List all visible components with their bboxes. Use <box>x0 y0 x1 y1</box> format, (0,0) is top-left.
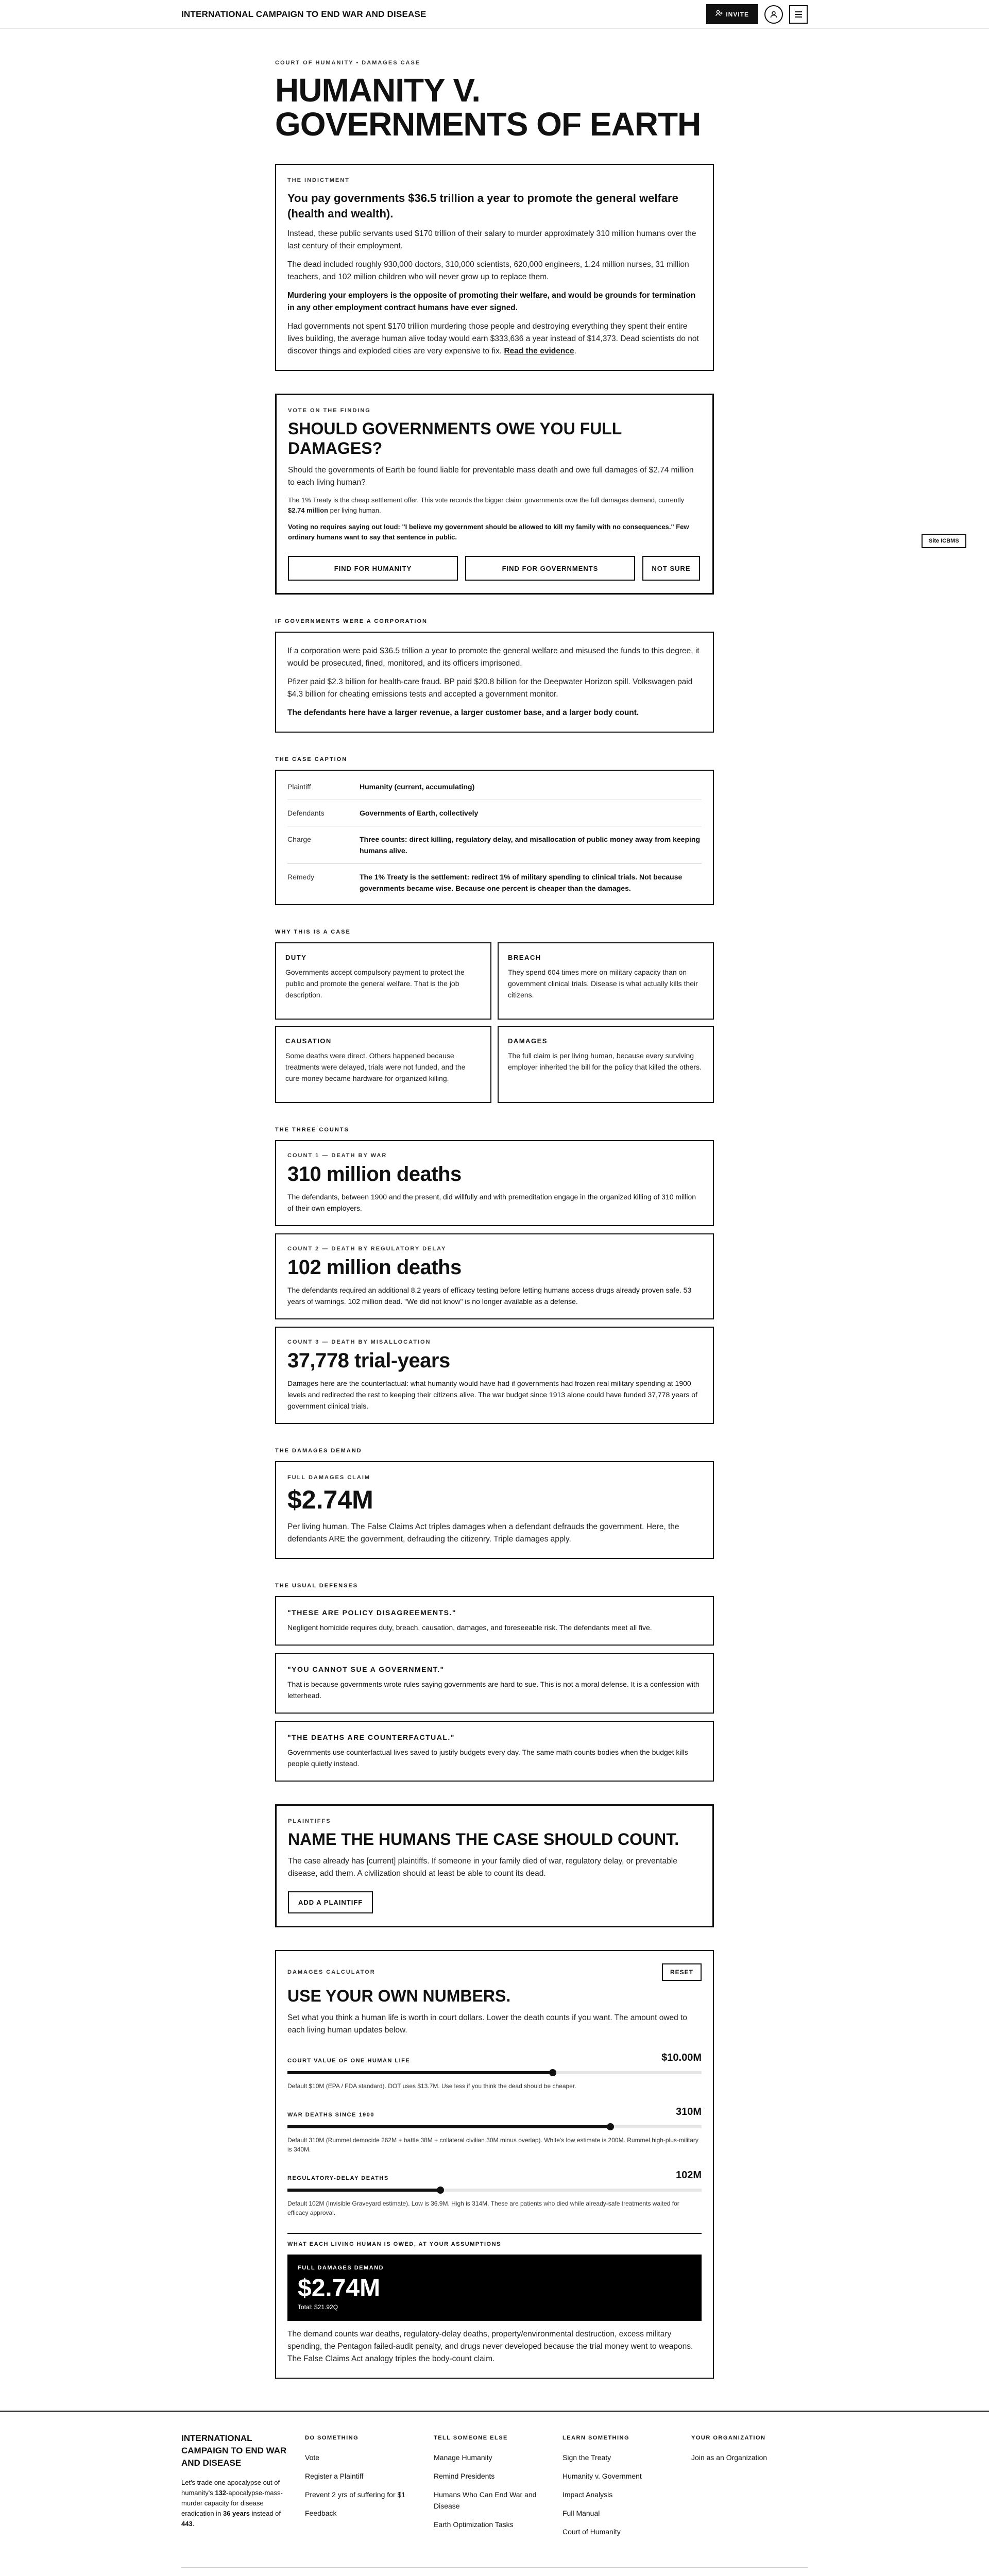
side-tab-button[interactable]: Site ICBMS <box>922 534 966 548</box>
caption-box <box>275 770 714 905</box>
slider-value: 102M <box>675 2170 702 2181</box>
footer-link[interactable]: Humans Who Can End War and Disease <box>434 2490 537 2510</box>
card-title: BREACH <box>508 954 541 961</box>
person-plus-icon <box>715 10 723 19</box>
footer-link[interactable]: Vote <box>305 2453 320 2462</box>
caption-key: Plaintiff <box>287 774 360 800</box>
corporation-paragraph: The defendants here have a larger revenue, a larger customer base, and a larger body count. <box>287 708 639 717</box>
footer-columns <box>181 2432 808 2545</box>
count-1 <box>275 1140 714 1226</box>
slider-label: COURT VALUE OF ONE HUMAN LIFE <box>287 2058 411 2064</box>
owed-label: WHAT EACH LIVING HUMAN IS OWED, AT YOUR ASSUMPTIONS <box>287 2233 702 2247</box>
read-evidence-link[interactable]: Read the evidence <box>504 347 574 355</box>
card-text: Governments accept compulsory payment to protect the public and promote the general welfare. That is the job description. <box>285 968 465 999</box>
page-title <box>275 73 714 141</box>
footer-column-title: YOUR ORGANIZATION <box>691 2435 766 2441</box>
vote-paragraph <box>288 495 701 516</box>
caption-value: The 1% Treaty is the settlement: redirect 1% of military spending to clinical trials. Not because governments became wise. Because one percent is cheaper than the damages. <box>360 873 683 892</box>
main-content <box>275 29 714 2379</box>
link-period: . <box>574 347 576 355</box>
caption-value: Governments of Earth, collectively <box>360 800 702 826</box>
why-card-duty <box>275 942 491 1020</box>
vote-buttons <box>288 556 701 581</box>
plaintiffs-kicker: PLAINTIFFS <box>288 1818 331 1824</box>
vote-box <box>275 394 714 595</box>
counts-kicker: THE THREE COUNTS <box>275 1127 349 1133</box>
vote-amount: $2.74 million <box>288 506 329 514</box>
hamburger-menu-icon[interactable] <box>789 5 808 24</box>
invite-label: INVITE <box>726 10 749 18</box>
card-text: Some deaths were direct. Others happened because treatments were delayed, trials were not funded, and the cure money became hardware for organized killing. <box>285 1052 466 1082</box>
site-brand[interactable]: INTERNATIONAL CAMPAIGN TO END WAR AND DISEASE <box>181 9 427 19</box>
slider-label: REGULATORY-DELAY DEATHS <box>287 2175 389 2181</box>
caption-kicker: THE CASE CAPTION <box>275 756 348 762</box>
footer-link[interactable]: Register a Plaintiff <box>305 2472 364 2480</box>
plaintiffs-text: The case already has [current] plaintiffs. If someone in your family died of war, regulatory delay, or preventable disease, add them. A civilization should at least be able to count its dead. <box>288 1857 677 1878</box>
damages-amount: $2.74M <box>287 1485 373 1514</box>
card-title: DUTY <box>285 954 307 961</box>
defenses-kicker: THE USUAL DEFENSES <box>275 1583 359 1589</box>
calculator-kicker: DAMAGES CALCULATOR <box>287 1969 376 1975</box>
plaintiffs-title: NAME THE HUMANS THE CASE SHOULD COUNT. <box>288 1830 679 1849</box>
count-text: The defendants required an additional 8.2 years of efficacy testing before letting humans access drugs already proven safe. 53 years of warnings. 102 million dead. "We did not know" is no longer available as a defense. <box>287 1286 692 1306</box>
invite-button[interactable] <box>706 4 758 24</box>
tagline-number: 443 <box>181 2520 193 2528</box>
table-row <box>287 800 702 826</box>
why-card-breach <box>498 942 714 1020</box>
add-plaintiff-button[interactable]: ADD A PLAINTIFF <box>288 1891 373 1913</box>
calculator-footnote: The demand counts war deaths, regulatory-delay deaths, property/environmental destruction, excess military spending, the Pentagon failed-audit penalty, and drugs never developed because the trial money went to weapons. The False Claims Act analogy triples the body-count claim. <box>287 2330 693 2363</box>
slider-value: $10.00M <box>661 2052 702 2063</box>
result-panel <box>287 2255 702 2321</box>
hero-kicker: COURT OF HUMANITY • DAMAGES CASE <box>275 60 421 66</box>
footer-link[interactable]: Sign the Treaty <box>562 2453 611 2462</box>
defense-text: That is because governments wrote rules saying governments are hard to sue. This is not a moral defense. It is a confession with letterhead. <box>287 1680 700 1700</box>
corporation-paragraph: Pfizer paid $2.3 billion for health-care fraud. BP paid $20.8 billion for the Deepwater Horizon spill. Volkswagen paid $4.3 billion for cheating emissions tests and accepted a government monitor. <box>287 677 693 699</box>
slider-fill <box>287 2071 553 2074</box>
damages-text: Per living human. The False Claims Act triples damages when a defendant defrauds the government. Here, the defendants ARE the government, defrauding the citizenry. Triple damages apply. <box>287 1522 679 1544</box>
count-number: 102 million deaths <box>287 1256 462 1279</box>
slider-handle[interactable] <box>437 2187 444 2194</box>
count-2 <box>275 1233 714 1319</box>
title-line-2: GOVERNMENTS OF EARTH <box>275 106 701 143</box>
count-label: COUNT 2 — DEATH BY REGULATORY DELAY <box>287 1246 447 1252</box>
tagline-number: 36 years <box>223 2510 250 2517</box>
indictment-kicker: THE INDICTMENT <box>287 177 350 183</box>
footer-bottom <box>181 2567 808 2576</box>
calculator-header <box>287 1963 702 1981</box>
count-text: Damages here are the counterfactual: what humanity would have had if governments had frozen real military spending at 1900 levels and redirected the rest to keeping their citizens alive. The war budget since 1913 alone could have funded 37,778 years of government clinical trials. <box>287 1379 697 1410</box>
defense-title: "YOU CANNOT SUE A GOVERNMENT." <box>287 1665 445 1673</box>
regulatory-deaths-slider-row <box>287 2170 702 2217</box>
slider-label: WAR DEATHS SINCE 1900 <box>287 2112 374 2118</box>
indictment-paragraph <box>287 320 702 358</box>
site-header <box>0 0 989 29</box>
count-label: COUNT 1 — DEATH BY WAR <box>287 1153 387 1159</box>
indictment-box <box>275 164 714 371</box>
footer-link[interactable]: Prevent 2 yrs of suffering for $1 <box>305 2490 406 2499</box>
war-deaths-slider-row <box>287 2106 702 2154</box>
footer-tagline <box>181 2478 293 2529</box>
tagline-text: . <box>192 2520 195 2528</box>
tagline-number: 132 <box>215 2489 227 2497</box>
find-for-governments-button[interactable]: FIND FOR GOVERNMENTS <box>465 556 635 581</box>
indictment-lead: You pay governments $36.5 trillion a year to promote the general welfare (health and wealth). <box>287 192 678 220</box>
slider-fill <box>287 2125 610 2128</box>
table-row <box>287 826 702 864</box>
footer-link[interactable]: Impact Analysis <box>562 2490 613 2499</box>
defense-text: Negligent homicide requires duty, breach, causation, damages, and foreseeable risk. The defendants meet all five. <box>287 1623 652 1632</box>
slider-hint: Default 102M (Invisible Graveyard estimate). Low is 36.9M. High is 314M. These are patients who died while already-safe treatments waited for efficacy approval. <box>287 2200 679 2216</box>
why-kicker: WHY THIS IS A CASE <box>275 929 351 935</box>
vote-paragraph: Should the governments of Earth be found liable for preventable mass death and owe full damages of $2.74 million to each living human? <box>288 466 694 487</box>
count-label: COUNT 3 — DEATH BY MISALLOCATION <box>287 1339 431 1345</box>
slider-hint: Default 310M (Rummel democide 262M + battle 38M + collateral civilian 30M minus overlap). White's low estimate is 200M. Rummel high-plus-military is 340M. <box>287 2137 698 2153</box>
life-value-slider[interactable] <box>287 2069 702 2076</box>
table-row <box>287 774 702 800</box>
card-text: They spend 604 times more on military capacity than on government clinical trials. Disease is what actually kills their citizens. <box>508 968 698 999</box>
result-label: FULL DAMAGES DEMAND <box>298 2265 384 2271</box>
footer-column-do-something <box>305 2432 421 2545</box>
why-card-damages <box>498 1026 714 1103</box>
footer-column-tell-someone <box>434 2432 550 2545</box>
slider-hint: Default $10M (EPA / FDA standard). DOT uses $13.7M. Use less if you think the dead should be cheaper. <box>287 2082 576 2090</box>
footer-link[interactable]: Manage Humanity <box>434 2453 492 2462</box>
vote-kicker: VOTE ON THE FINDING <box>288 408 371 414</box>
footer-column-learn-something <box>562 2432 679 2545</box>
corporation-paragraph: If a corporation were paid $36.5 trillion a year to promote the general welfare and misused the funds to this degree, it would be prosecuted, fined, monitored, and its officers imprisoned. <box>287 647 700 668</box>
vote-paragraph: Voting no requires saying out loud: "I believe my government should be allowed to kill my family with no consequences." Few ordinary humans want to say that sentence in public. <box>288 523 689 541</box>
calculator-box <box>275 1950 714 2379</box>
tagline-text: instead of <box>250 2510 281 2517</box>
count-3 <box>275 1327 714 1424</box>
footer-link[interactable]: Feedback <box>305 2509 337 2517</box>
vote-text: per living human. <box>328 506 381 514</box>
slider-fill <box>287 2189 440 2192</box>
card-title: CAUSATION <box>285 1037 332 1045</box>
find-for-humanity-button[interactable]: FIND FOR HUMANITY <box>288 556 458 581</box>
regulatory-deaths-slider[interactable] <box>287 2187 702 2194</box>
tagline-text: Let's trade one apocalypse out of humanity's <box>181 2479 280 2497</box>
corporation-kicker: IF GOVERNMENTS WERE A CORPORATION <box>275 618 428 624</box>
defense-text: Governments use counterfactual lives saved to justify budgets every day. The same math counts bodies when the budget kills people quietly instead. <box>287 1748 688 1768</box>
life-value-slider-row <box>287 2052 702 2091</box>
footer-brand[interactable]: INTERNATIONAL CAMPAIGN TO END WAR AND DISEASE <box>181 2433 287 2468</box>
caption-value: Humanity (current, accumulating) <box>360 774 702 800</box>
caption-key: Remedy <box>287 873 315 881</box>
footer-link[interactable]: Remind Presidents <box>434 2472 495 2480</box>
calculator-intro: Set what you think a human life is worth in court dollars. Lower the death counts if you want. The amount owed to each living human updates below. <box>287 2013 688 2035</box>
footer-brand-column <box>181 2432 293 2545</box>
indictment-paragraph: The dead included roughly 930,000 doctors, 310,000 scientists, 620,000 engineers, 1.24 million nurses, 31 million teachers, and 102 million children who will never grow up to replace them. <box>287 260 689 281</box>
header-actions <box>706 4 808 24</box>
defense-1 <box>275 1596 714 1646</box>
indictment-text: Had governments not spent $170 trillion murdering those people and destroying everything they spent their entire lives building, the average human alive today would earn $333,636 a year instead of $14,373. Dead scientists do not discover things and exploded cities are very expensive to fix. <box>287 322 699 355</box>
defense-title: "THESE ARE POLICY DISAGREEMENTS." <box>287 1608 457 1617</box>
damages-kicker: THE DAMAGES DEMAND <box>275 1448 362 1454</box>
count-number: 37,778 trial-years <box>287 1349 450 1372</box>
footer-link[interactable]: Humanity v. Government <box>562 2472 642 2480</box>
not-sure-button[interactable]: NOT SURE <box>642 556 700 581</box>
damages-label: FULL DAMAGES CLAIM <box>287 1475 371 1481</box>
slider-handle[interactable] <box>549 2069 556 2076</box>
corporation-box <box>275 632 714 733</box>
card-text: The full claim is per living human, because every surviving employer inherited the bill for the policy that killed the others. <box>508 1052 702 1071</box>
calculator-title: USE YOUR OWN NUMBERS. <box>287 1987 511 2005</box>
site-footer <box>0 2411 989 2576</box>
damages-box <box>275 1461 714 1559</box>
footer-link[interactable]: Join as an Organization <box>691 2453 768 2462</box>
title-line-1: HUMANITY V. <box>275 72 480 109</box>
footer-column-title: DO SOMETHING <box>305 2435 359 2441</box>
slider-value: 310M <box>675 2106 702 2117</box>
user-circle-icon[interactable] <box>764 5 783 24</box>
vote-text: The 1% Treaty is the cheap settlement offer. This vote records the bigger claim: governments owe the full damages demand, currently <box>288 496 685 504</box>
why-grid <box>275 942 714 1103</box>
footer-link[interactable]: Earth Optimization Tasks <box>434 2520 514 2529</box>
footer-link[interactable]: Court of Humanity <box>562 2528 621 2536</box>
table-row <box>287 864 702 902</box>
vote-question: SHOULD GOVERNMENTS OWE YOU FULL DAMAGES? <box>288 419 622 457</box>
defense-title: "THE DEATHS ARE COUNTERFACTUAL." <box>287 1733 455 1741</box>
caption-table <box>287 774 702 901</box>
footer-link[interactable]: Full Manual <box>562 2509 600 2517</box>
caption-key: Defendants <box>287 800 360 826</box>
count-number: 310 million deaths <box>287 1163 462 1185</box>
slider-handle[interactable] <box>607 2123 614 2130</box>
reset-button[interactable]: RESET <box>662 1963 702 1981</box>
tagline-text: -apocalypse-mass-murder capacity for disease eradication in <box>181 2489 283 2517</box>
defense-2 <box>275 1653 714 1714</box>
card-title: DAMAGES <box>508 1037 548 1045</box>
footer-column-title: LEARN SOMETHING <box>562 2435 630 2441</box>
caption-key: Charge <box>287 826 360 864</box>
why-card-causation <box>275 1026 491 1103</box>
caption-value: Three counts: direct killing, regulatory delay, and misallocation of public money away from keeping humans alive. <box>360 826 702 864</box>
count-text: The defendants, between 1900 and the present, did willfully and with premeditation engage in the organized killing of 310 million of their own employers. <box>287 1193 696 1212</box>
war-deaths-slider[interactable] <box>287 2123 702 2130</box>
plaintiffs-box <box>275 1804 714 1927</box>
result-amount: $2.74M <box>298 2275 381 2302</box>
footer-column-organization <box>691 2432 808 2545</box>
footer-column-title: TELL SOMEONE ELSE <box>434 2435 508 2441</box>
defense-3 <box>275 1721 714 1782</box>
indictment-paragraph: Instead, these public servants used $170 trillion of their salary to murder approximately 310 million humans over the last century of their employment. <box>287 229 696 250</box>
indictment-paragraph: Murdering your employers is the opposite of promoting their welfare, and would be grounds for termination in any other employment contract humans have ever signed. <box>287 291 696 312</box>
result-total: Total: $21.92Q <box>298 2303 338 2311</box>
